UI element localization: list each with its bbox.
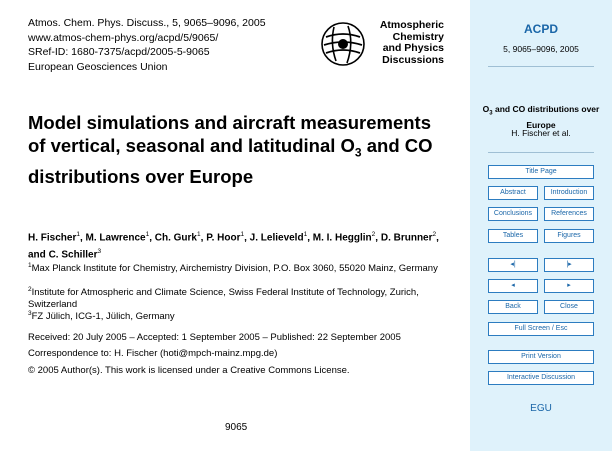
- introduction-button[interactable]: Introduction: [544, 186, 594, 200]
- citation-line: Atmos. Chem. Phys. Discuss., 5, 9065–9096, 2005: [28, 17, 266, 29]
- figures-button[interactable]: Figures: [544, 229, 594, 243]
- author-affiliation-marker: 1: [240, 231, 245, 238]
- author-name: H. Fischer: [28, 232, 77, 244]
- author-name: Ch. Gurk: [154, 232, 197, 244]
- author-separator: ,: [307, 232, 313, 244]
- short-title-subscript: 3: [489, 110, 493, 117]
- author-affiliation-marker: 2: [432, 231, 437, 238]
- author-name: D. Brunner: [380, 232, 433, 244]
- paper-title: [28, 111, 438, 188]
- journal-abbrev: ACPD: [523, 22, 558, 36]
- divider: [488, 66, 594, 67]
- author-list: [28, 228, 448, 263]
- author-separator: ,: [244, 232, 250, 244]
- author-name: M. I. Hegglin: [312, 232, 372, 244]
- citation-header: [28, 16, 266, 74]
- references-button[interactable]: References: [544, 207, 594, 221]
- author-affiliation-marker: 3: [97, 248, 102, 256]
- short-title-text: O: [482, 104, 490, 114]
- author-name: J. Lelieveld: [249, 232, 304, 244]
- abstract-button[interactable]: Abstract: [488, 186, 538, 200]
- globe-logo-icon: [320, 21, 366, 67]
- affiliation-text: Institute for Atmospheric and Climate Science, Swiss Federal Institute of Technology, Zurich, Switzerland: [28, 287, 419, 310]
- affiliation-2: [28, 284, 448, 310]
- logo-line: Chemistry: [392, 30, 444, 43]
- short-title-text: and CO distributions over Europe: [492, 104, 600, 130]
- fullscreen-button[interactable]: Full Screen / Esc: [488, 322, 594, 336]
- received-dates: Received: 20 July 2005 – Accepted: 1 September 2005 – Published: 22 September 2005: [28, 332, 401, 343]
- page-number: 9065: [225, 422, 248, 433]
- short-author: H. Fischer et al.: [511, 128, 571, 138]
- close-button[interactable]: Close: [544, 300, 594, 314]
- sref-id: SRef-ID: 1680-7375/acpd/2005-5-9065: [28, 46, 210, 58]
- affiliation-marker: 1: [28, 262, 32, 269]
- back-button[interactable]: Back: [488, 300, 538, 314]
- author-separator: , and: [28, 232, 439, 261]
- previous-page-icon[interactable]: ◂: [488, 279, 538, 293]
- license-notice[interactable]: © 2005 Author(s). This work is licensed under a Creative Commons License.: [28, 365, 350, 376]
- affiliation-3: [28, 308, 448, 323]
- affiliation-text: FZ Jülich, ICG-1, Jülich, Germany: [31, 311, 175, 323]
- title-subscript: 3: [354, 145, 362, 160]
- title-text: Model simulations and aircraft measurements of vertical, seasonal and latitudinal O: [28, 112, 432, 156]
- conclusions-button[interactable]: Conclusions: [488, 207, 538, 221]
- interactive-discussion-button[interactable]: Interactive Discussion: [488, 371, 594, 385]
- publisher: European Geosciences Union: [28, 60, 168, 73]
- tables-button[interactable]: Tables: [488, 229, 538, 243]
- correspondence: Correspondence to: H. Fischer (hoti@mpch-mainz.mpg.de): [28, 348, 278, 359]
- journal-logo: [320, 20, 444, 70]
- author-separator: ,: [375, 232, 381, 244]
- affiliation-1: [28, 260, 448, 275]
- author-affiliation-marker: 1: [303, 231, 308, 238]
- logo-line: and Physics: [382, 42, 444, 54]
- title-page-button[interactable]: Title Page: [488, 165, 594, 179]
- navigation-sidebar: [470, 0, 612, 451]
- volume-info: 5, 9065–9096, 2005: [503, 44, 579, 54]
- journal-url[interactable]: www.atmos-chem-phys.org/acpd/5/9065/: [28, 31, 219, 44]
- author-separator: ,: [200, 232, 207, 244]
- author-name: C. Schiller: [48, 249, 98, 261]
- author-separator: ,: [79, 232, 86, 244]
- egu-label: EGU: [530, 403, 552, 414]
- title-text: and CO distributions over Europe: [28, 135, 433, 187]
- first-page-icon[interactable]: ◂|: [488, 258, 538, 272]
- author-separator: ,: [149, 232, 155, 244]
- affiliation-marker: 2: [28, 286, 32, 293]
- last-page-icon[interactable]: |▸: [544, 258, 594, 272]
- short-title: [478, 104, 604, 131]
- next-page-icon[interactable]: ▸: [544, 279, 594, 293]
- logo-line: Atmospheric: [379, 19, 444, 31]
- author-affiliation-marker: 1: [197, 231, 201, 238]
- affiliation-marker: 3: [28, 310, 32, 317]
- author-name: P. Hoor: [206, 232, 241, 244]
- author-name: M. Lawrence: [85, 232, 146, 244]
- author-affiliation-marker: 1: [76, 231, 80, 238]
- logo-wordmark: [370, 20, 444, 66]
- logo-line: Discussions: [382, 53, 444, 66]
- print-version-button[interactable]: Print Version: [488, 350, 594, 364]
- author-affiliation-marker: 1: [145, 231, 150, 238]
- author-affiliation-marker: 2: [371, 231, 376, 238]
- affiliation-text: Max Planck Institute for Chemistry, Airchemistry Division, P.O. Box 3060, 55020 Mainz, Germany: [31, 263, 438, 275]
- divider: [488, 152, 594, 153]
